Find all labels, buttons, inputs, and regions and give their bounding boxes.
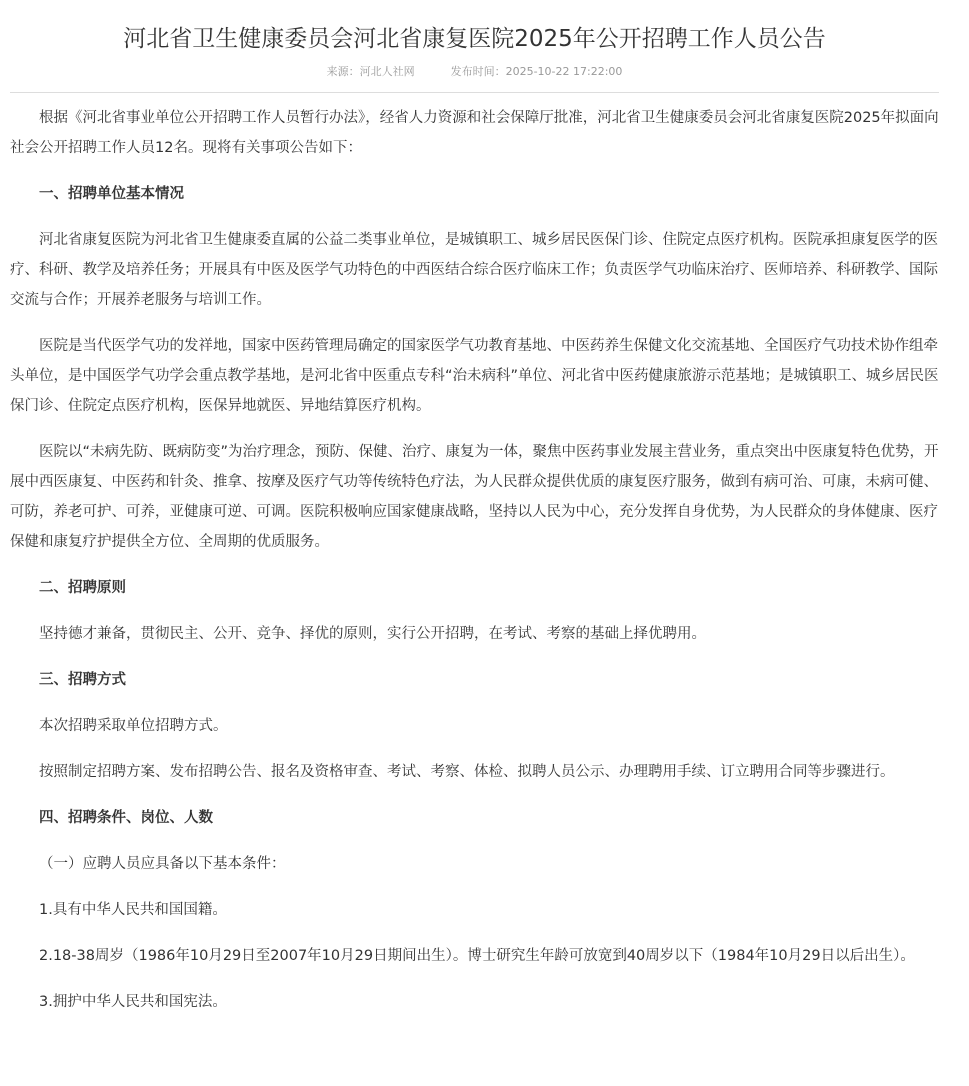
section-heading-unit-info: 一、招聘单位基本情况: [39, 186, 184, 202]
section-heading-method: 三、招聘方式: [39, 672, 126, 688]
title-divider: [10, 92, 939, 93]
subsection-heading-basic-conditions: （一）应聘人员应具备以下基本条件：: [39, 856, 286, 872]
article-title: 河北省卫生健康委员会河北省康复医院2025年公开招聘工作人员公告: [123, 26, 826, 52]
condition-item: 3.拥护中华人民共和国宪法。: [39, 994, 227, 1010]
body-paragraph: 河北省康复医院为河北省卫生健康委直属的公益二类事业单位，是城镇职工、城乡居民医保门诊、住院定点医疗机构。医院承担康复医学的医疗、科研、教学及培养任务；开展具有中医及医学气功特色的中西医结合综合医疗临床工作；负责医学气功临床治疗、医师培养、科研教学、国际交流与合作；开展养老服务与培训工作。: [10, 232, 938, 308]
body-paragraph: 医院是当代医学气功的发祥地，国家中医药管理局确定的国家医学气功教育基地、中医药养生保健文化交流基地、全国医疗气功技术协作组牵头单位，是中国医学气功学会重点教学基地，是河北省中医重点专科“治未病科”单位、河北省中医药健康旅游示范基地；是城镇职工、城乡居民医保门诊、住院定点医疗机构，医保异地就医、异地结算医疗机构。: [10, 338, 939, 414]
body-paragraph: 坚持德才兼备，贯彻民主、公开、竞争、择优的原则，实行公开招聘，在考试、考察的基础上择优聘用。: [39, 626, 706, 642]
article-meta: [10, 64, 939, 80]
body-paragraph: 按照制定招聘方案、发布招聘公告、报名及资格审查、考试、考察、体检、拟聘人员公示、办理聘用手续、订立聘用合同等步骤进行。: [39, 764, 895, 780]
body-paragraph: 本次招聘采取单位招聘方式。: [39, 718, 228, 734]
section-heading-conditions: 四、招聘条件、岗位、人数: [39, 810, 213, 826]
condition-item: 2.18-38周岁（1986年10月29日至2007年10月29日期间出生）。博士研究生年龄可放宽到40周岁以下（1984年10月29日以后出生）。: [39, 948, 915, 964]
body-paragraph: 医院以“未病先防、既病防变”为治疗理念，预防、保健、治疗、康复为一体，聚焦中医药事业发展主营业务，重点突出中医康复特色优势，开展中西医康复、中医药和针灸、推拿、按摩及医疗气功等传统特色疗法，为人民群众提供优质的康复医疗服务，做到有病可治、可康，未病可健、可防，养老可护、可养，亚健康可逆、可调。医院积极响应国家健康战略，坚持以人民为中心，充分发挥自身优势，为人民群众的身体健康、医疗保健和康复疗护提供全方位、全周期的优质服务。: [10, 444, 939, 550]
condition-item: 1.具有中华人民共和国国籍。: [39, 902, 227, 918]
article-source: 来源：河北人社网: [326, 65, 415, 78]
article-publish-time: 发布时间：2025-10-22 17:22:00: [450, 65, 623, 78]
article-body: [10, 103, 939, 1017]
section-heading-principles: 二、招聘原则: [39, 580, 126, 596]
intro-paragraph: 根据《河北省事业单位公开招聘工作人员暂行办法》，经省人力资源和社会保障厅批准，河北省卫生健康委员会河北省康复医院2025年拟面向社会公开招聘工作人员12名。现将有关事项公告如下：: [10, 110, 939, 156]
